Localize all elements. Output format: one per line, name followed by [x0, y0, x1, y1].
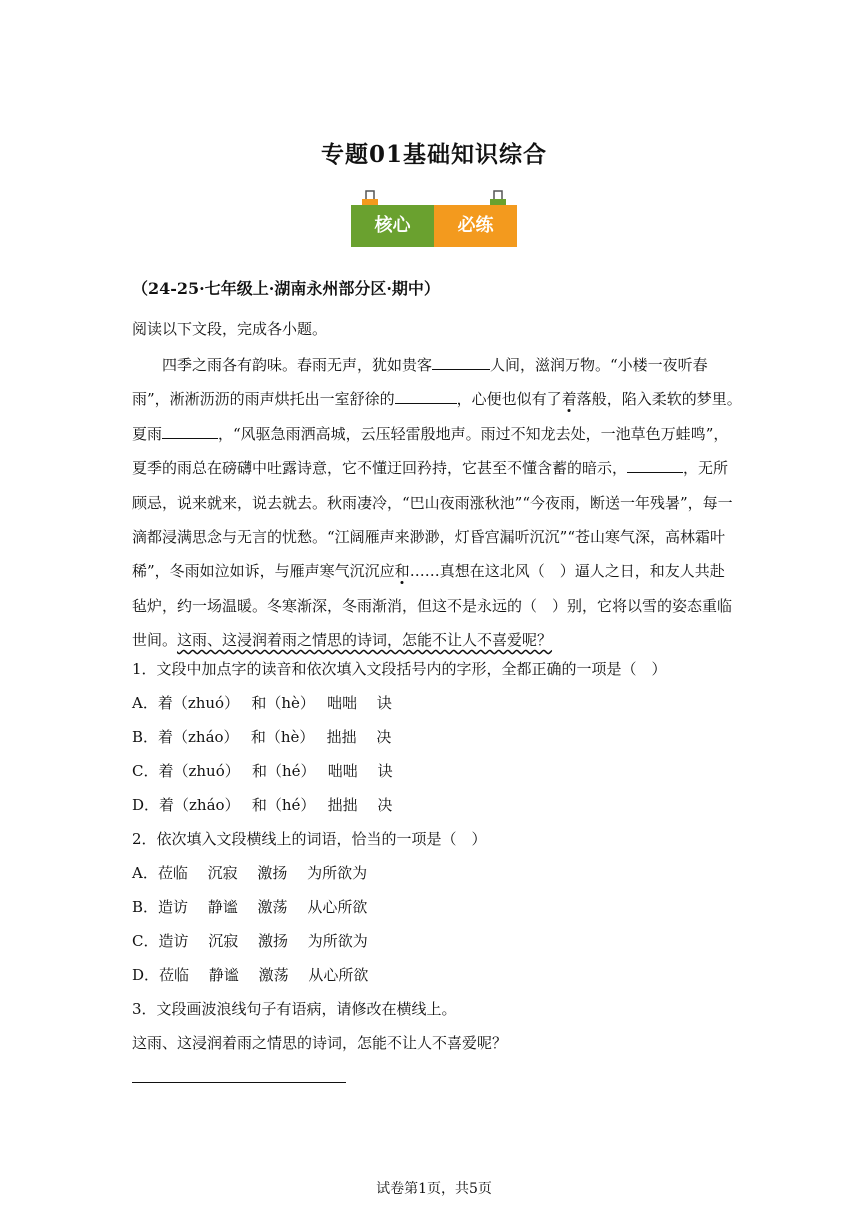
reading-passage — [132, 348, 752, 658]
passage-line: 四季之雨各有韵味。春雨无声，犹如贵客 人间，滋润万物。“小楼一夜听春 — [132, 348, 752, 382]
passage-line: 夏雨 ，“风驱急雨洒高城，云压轻雷殷地声。雨过不知龙去处，一池草色万蛙鸣”， — [132, 417, 752, 451]
passage-line: 毡炉，约一场温暖。冬寒渐深，冬雨渐消，但这不是永远的（ ）别，它将以雪的姿态重临 — [132, 596, 733, 615]
passage-line: 雨”，淅淅沥沥的雨声烘托出一室舒徐的 ，心便也似有了着落般，陷入柔软的梦里。 — [132, 382, 752, 416]
banner-core: 核心 — [351, 205, 434, 247]
question-1: 1．文段中加点字的读音和依次填入文段括号内的字形，全都正确的一项是（ ） — [132, 660, 667, 678]
answer-line[interactable] — [132, 1082, 346, 1083]
option-2d[interactable]: D．莅临 静谧 激荡 从心所欲 — [132, 966, 369, 984]
banner-practice: 必练 — [434, 205, 517, 247]
exam-source: （24-25·七年级上·湖南永州部分区·期中） — [132, 279, 440, 298]
passage-line: 顾忌，说来就来，说去就去。秋雨凄冷，“巴山夜雨涨秋池”“今夜雨，断送一年残暑”，每一 — [132, 493, 733, 512]
passage-line: 稀”，冬雨如泣如诉，与雁声寒气沉沉应和……真想在这北风（ ）逼人之日，和友人共赴 — [132, 562, 725, 581]
fill-blank[interactable] — [627, 454, 683, 473]
passage-line: 世间。这雨、这浸润着雨之情思的诗词，怎能不让人不喜爱呢？ — [132, 631, 553, 650]
option-2c[interactable]: C．造访 沉寂 激扬 为所欲为 — [132, 932, 368, 950]
option-1a[interactable]: A．着（zhuó） 和（hè） 咄咄 诀 — [132, 694, 392, 712]
option-2b[interactable]: B．造访 静谧 激荡 从心所欲 — [132, 898, 368, 916]
option-1c[interactable]: C．着（zhuó） 和（hé） 咄咄 诀 — [132, 762, 393, 780]
questions — [132, 652, 667, 1060]
question-3: 3．文段画波浪线句子有语病，请修改在横线上。 — [132, 1000, 457, 1018]
wavy-underlined-sentence: 这雨、这浸润着雨之情思的诗词，怎能不让人不喜爱呢？ — [177, 631, 553, 650]
option-2a[interactable]: A．莅临 沉寂 激扬 为所欲为 — [132, 864, 368, 882]
reading-instruction: 阅读以下文段，完成各小题。 — [132, 320, 328, 338]
fill-blank[interactable] — [432, 351, 490, 370]
section-banner — [351, 205, 517, 247]
page-title: 专题01基础知识综合 — [320, 141, 547, 168]
passage-line: 滴都浸满思念与无言的忧愁。“江阔雁声来渺渺，灯昏宫漏听沉沉”“苍山寒气深，高林霜叶 — [132, 527, 726, 546]
option-1b[interactable]: B．着（zháo） 和（hè） 拙拙 决 — [132, 728, 392, 746]
question-3-sentence: 这雨、这浸润着雨之情思的诗词，怎能不让人不喜爱呢？ — [132, 1034, 508, 1052]
dotted-char: 和 — [394, 562, 410, 581]
question-2: 2．依次填入文段横线上的词语，恰当的一项是（ ） — [132, 830, 487, 848]
page-footer: 试卷第1页，共5页 — [376, 1181, 492, 1197]
dotted-char: 着 — [561, 390, 577, 409]
fill-blank[interactable] — [162, 420, 218, 439]
fill-blank[interactable] — [395, 385, 457, 404]
option-1d[interactable]: D．着（zháo） 和（hé） 拙拙 决 — [132, 796, 393, 814]
passage-line: 夏季的雨总在磅礴中吐露诗意，它不懂迂回矜持，它甚至不懂含蓄的暗示， ，无所 — [132, 451, 752, 485]
